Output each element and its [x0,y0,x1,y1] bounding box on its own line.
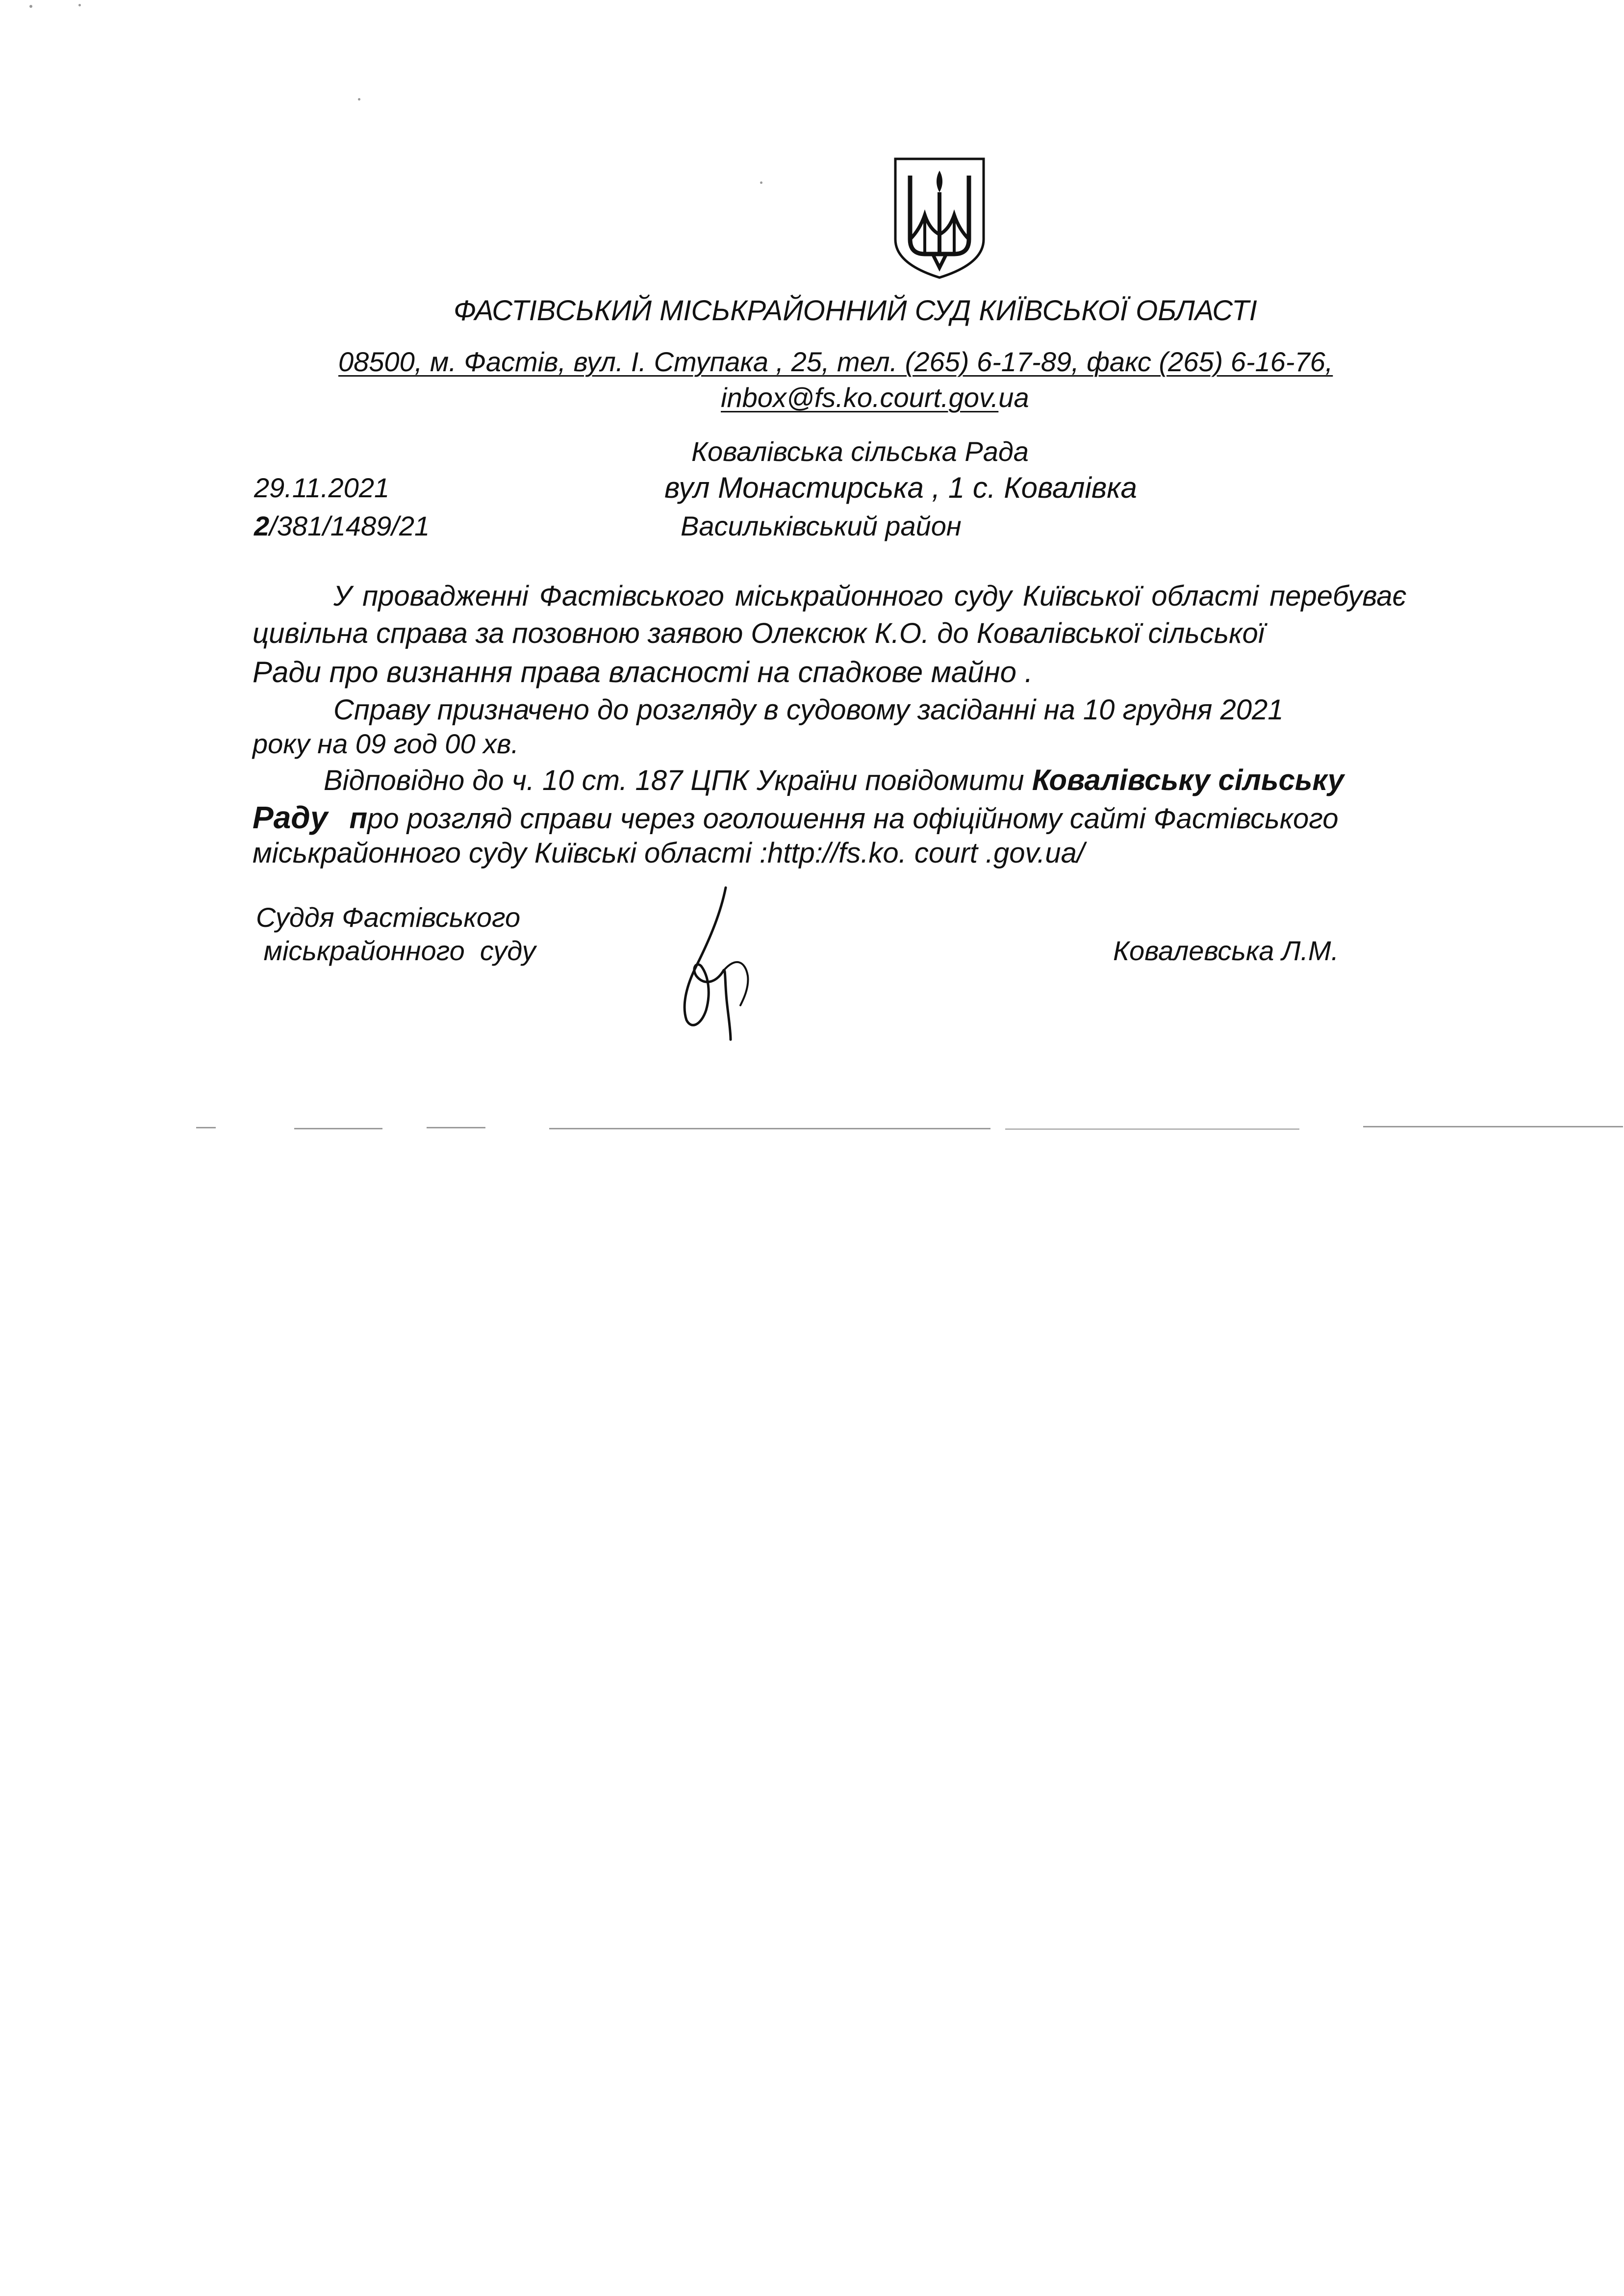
body-para3-line2 [253,799,1338,836]
scan-speck [29,5,32,8]
judge-name: Ковалевська Л.М. [1113,935,1339,966]
court-email-link[interactable]: inbox@fs.ko.court.gov. [721,382,999,413]
notice-text: Відповідно до ч. 10 ст. 187 ЦПК України повідомити [324,765,1032,796]
body-para1-line1: У провадженні Фастівського міськрайонного суду Київської області перебуває [333,580,1407,612]
scan-speck [760,181,762,184]
court-address: 08500, м. Фастів, вул. І. Ступака , 25, тел. (265) 6-17-89, факс (265) 6-16-76, [338,346,1333,377]
scan-line-artifact [196,1127,216,1128]
body-para1-line3: Ради про визнання права власності на спадкове майно . [253,656,1033,689]
case-number-rest: /381/1489/21 [269,510,430,541]
scan-speck [78,4,81,6]
letter-date: 29.11.2021 [254,472,390,503]
notice-recipient-bold-2: Раду [253,800,328,835]
judge-title-line2: міськрайонного суду [256,935,536,966]
recipient-name: Ковалівська сільська Рада [691,436,1029,467]
case-number-prefix: 2 [254,510,270,541]
scan-line-artifact [1363,1126,1623,1127]
notice-recipient-bold: Ковалівську сільську [1032,764,1344,796]
body-para2-line2: року на 09 год 00 хв. [253,728,519,759]
scan-line-artifact [549,1128,990,1129]
recipient-district: Васильківський район [681,510,962,541]
court-email-tail: ua [998,382,1029,413]
scan-line-artifact [294,1128,382,1129]
recipient-street: вул Монастирська , 1 с. Ковалівка [664,471,1137,504]
scan-speck [358,98,360,101]
coat-of-arms-icon [890,156,989,281]
handwritten-signature [662,883,775,1045]
court-name: ФАСТІВСЬКИЙ МІСЬКРАЙОННИЙ СУД КИЇВСЬКОЇ ОБЛАСТІ [454,295,1257,327]
court-email [721,382,1029,413]
scan-line-artifact [1005,1128,1299,1130]
notice-text-2: ро розгляд справи через оголошення на офіційному сайті Фастівського [367,803,1339,835]
body-para3-line3: міськрайонного суду Київські області :http://fs.ko. court .gov.ua/ [253,837,1085,869]
scan-line-artifact [427,1127,485,1128]
body-para3-line1 [324,763,1344,797]
judge-title-line1: Суддя Фастівського [256,902,521,933]
body-para2-line1: Справу призначено до розгляду в судовому засіданні на 10 грудня 2021 [333,694,1284,726]
notice-bold-letter: п [349,802,368,835]
body-para1-line2: цивільна справа за позовною заявою Олексюк К.О. до Ковалівської сільської [253,617,1265,649]
case-number [254,510,430,542]
